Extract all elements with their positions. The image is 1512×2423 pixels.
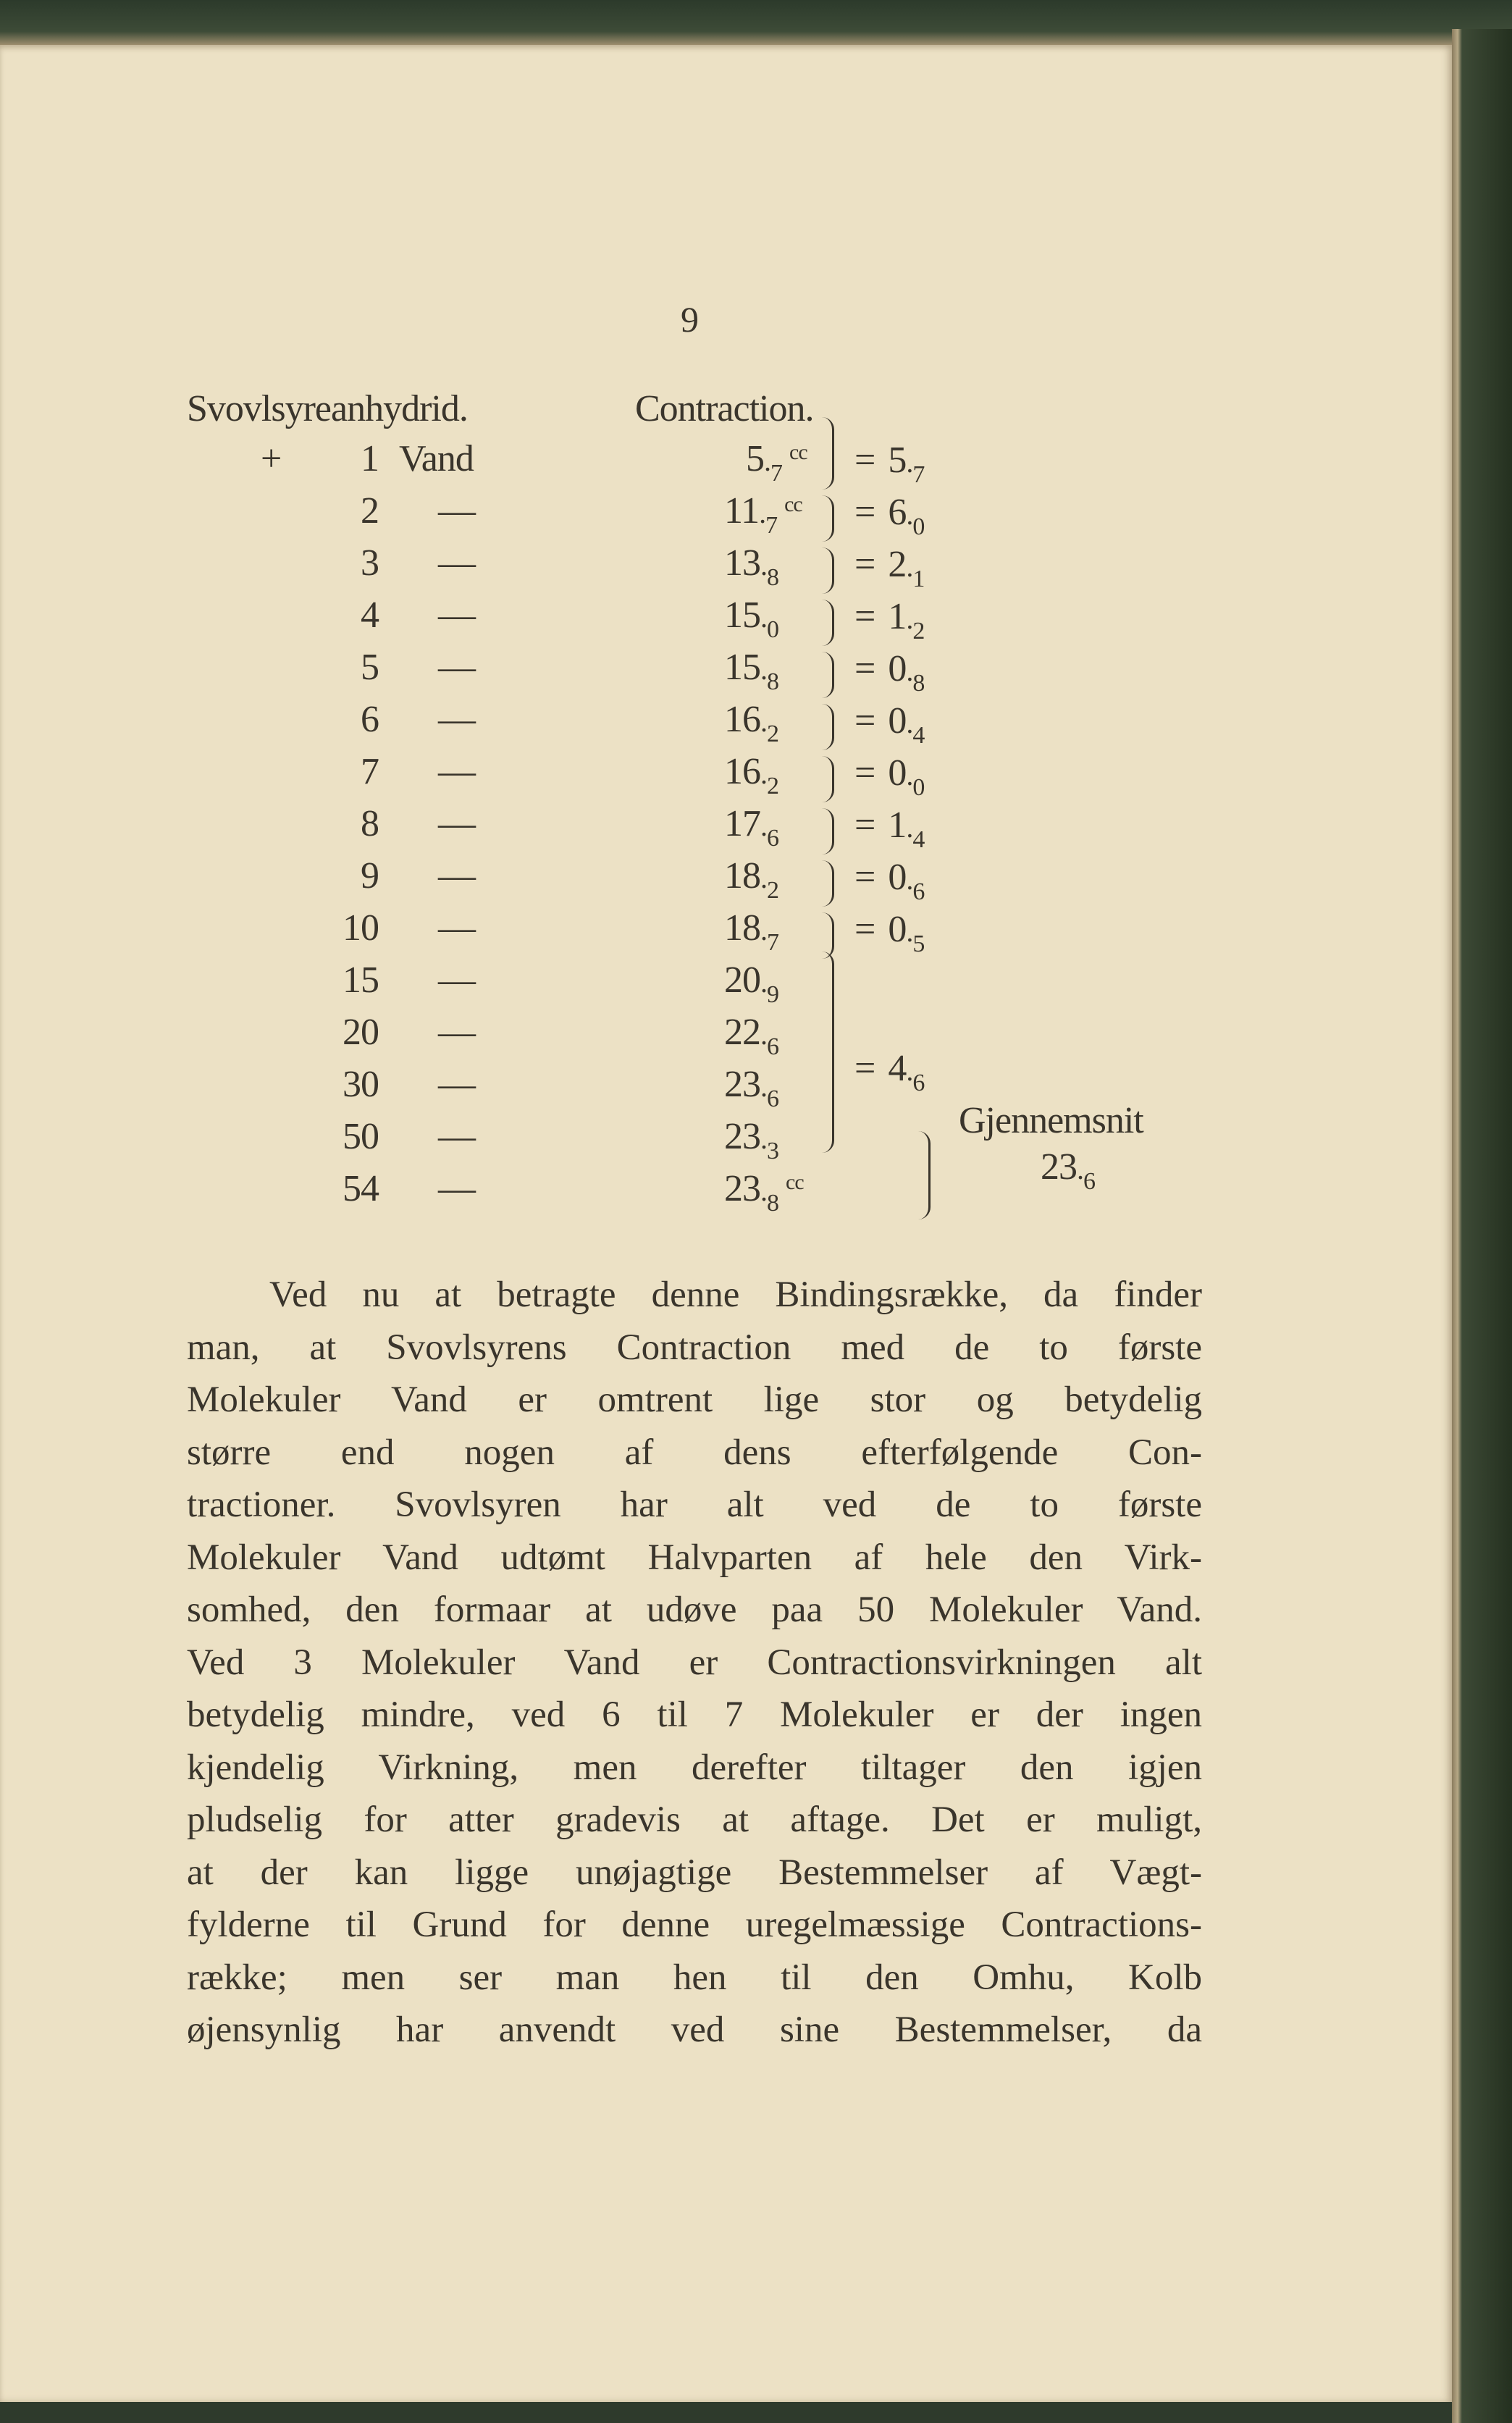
value-integer: 15 xyxy=(724,595,760,636)
ditto-mark: — xyxy=(438,803,475,844)
difference-value xyxy=(854,543,925,592)
decimal-point: . xyxy=(906,498,913,531)
row-count: 6 xyxy=(361,699,379,740)
equals-sign: = xyxy=(854,909,875,950)
ditto-mark: — xyxy=(438,490,475,532)
paragraph-line: Ved 3 Molekuler Vand er Contractionsvirkningen alt xyxy=(187,1642,1202,1683)
value-decimal: 2 xyxy=(912,618,925,644)
value-decimal: 2 xyxy=(767,721,778,747)
contraction-value xyxy=(724,1011,778,1060)
equals-sign: = xyxy=(854,700,875,742)
paragraph-line: Molekuler Vand udtømt Halvparten af hele den Virk- xyxy=(187,1537,1202,1578)
brace xyxy=(822,652,834,698)
value-decimal: 6 xyxy=(767,825,778,852)
contraction-value xyxy=(724,490,802,539)
ditto-mark: — xyxy=(438,1012,475,1053)
contraction-value xyxy=(724,1063,778,1112)
value-integer: 13 xyxy=(724,542,760,584)
value-integer: 0 xyxy=(888,909,907,950)
decimal-point: . xyxy=(1077,1153,1083,1185)
brace xyxy=(822,547,834,594)
contraction-value xyxy=(724,959,778,1008)
ditto-mark: — xyxy=(438,542,475,584)
book-cover-top xyxy=(0,0,1512,45)
value-integer: 0 xyxy=(888,857,907,898)
value-integer: 18 xyxy=(724,855,760,896)
equals-sign: = xyxy=(854,648,875,689)
contraction-value xyxy=(746,437,807,487)
value-integer: 16 xyxy=(724,699,760,740)
value-integer: 0 xyxy=(888,700,907,742)
value-integer: 20 xyxy=(724,959,760,1001)
value-decimal: 2 xyxy=(767,773,778,799)
paragraph-line: pludselig for atter gradevis at aftage. Det er muligt, xyxy=(187,1800,1202,1840)
decimal-point: . xyxy=(906,655,913,687)
contraction-value xyxy=(724,1167,804,1217)
paragraph-line: tractioner. Svovlsyren har alt ved de to første xyxy=(187,1485,1202,1525)
brace xyxy=(822,808,834,854)
decimal-point: . xyxy=(906,602,913,635)
unit-cc: cc xyxy=(786,1170,804,1194)
value-decimal: 2 xyxy=(767,877,778,904)
value-decimal: 8 xyxy=(912,670,925,697)
decimal-point: . xyxy=(906,863,913,896)
value-decimal: 7 xyxy=(765,512,778,539)
paragraph-line: at der kan ligge unøjagtige Bestemmelser af Vægt- xyxy=(187,1852,1202,1893)
value-integer: 18 xyxy=(724,907,760,949)
difference-value xyxy=(854,491,925,540)
paragraph-line: somhed, den formaar at udøve paa 50 Molekuler Vand. xyxy=(187,1590,1202,1630)
equals-sign: = xyxy=(854,1048,875,1090)
ditto-mark: — xyxy=(438,1168,475,1209)
value-decimal: 5 xyxy=(912,931,925,957)
average-value xyxy=(1041,1146,1095,1195)
decimal-point: . xyxy=(760,1122,767,1155)
decimal-point: . xyxy=(759,497,766,529)
page-number: 9 xyxy=(681,299,699,340)
equals-sign: = xyxy=(854,857,875,898)
decimal-point: . xyxy=(760,549,767,581)
equals-sign: = xyxy=(854,752,875,794)
value-integer: 22 xyxy=(724,1012,760,1053)
header-left: Svovlsyreanhydrid. xyxy=(187,388,468,429)
value-decimal: 6 xyxy=(1083,1168,1095,1195)
row-count: 54 xyxy=(343,1168,379,1209)
value-integer: 17 xyxy=(724,803,760,844)
paragraph-line: Ved nu at betragte denne Bindingsrække, da finder xyxy=(269,1275,1202,1315)
value-integer: 23 xyxy=(724,1168,760,1209)
brace xyxy=(822,704,834,750)
difference-value xyxy=(854,908,925,957)
value-decimal: 6 xyxy=(767,1033,778,1060)
value-decimal: 6 xyxy=(912,878,925,905)
ditto-mark: — xyxy=(438,1116,475,1157)
value-decimal: 7 xyxy=(767,929,778,956)
value-decimal: 7 xyxy=(912,461,925,488)
decimal-point: . xyxy=(906,1054,913,1088)
decimal-point: . xyxy=(906,707,913,739)
paragraph-line: fylderne til Grund for denne uregelmæssige Contractions- xyxy=(187,1905,1202,1945)
paragraph-line: række; men ser man hen til den Omhu, Kolb xyxy=(187,1957,1202,1998)
decimal-point: . xyxy=(760,1070,767,1103)
decimal-point: . xyxy=(906,915,913,948)
value-integer: 23 xyxy=(1041,1146,1077,1188)
decimal-point: . xyxy=(760,653,767,686)
ditto-mark: — xyxy=(438,855,475,896)
value-integer: 4 xyxy=(888,1048,907,1090)
value-decimal: 8 xyxy=(767,564,778,591)
difference-value xyxy=(854,647,925,697)
value-integer: 2 xyxy=(888,544,907,585)
row-count: 4 xyxy=(361,595,379,636)
group-difference-value xyxy=(854,1047,925,1097)
difference-value xyxy=(854,856,925,905)
group-brace xyxy=(822,952,834,1153)
value-decimal: 4 xyxy=(912,722,925,749)
contraction-value xyxy=(724,907,778,956)
decimal-point: . xyxy=(760,705,767,738)
decimal-point: . xyxy=(760,810,767,842)
value-integer: 5 xyxy=(746,438,764,479)
row-count: 1 xyxy=(361,438,379,479)
decimal-point: . xyxy=(760,601,767,634)
row-count: 8 xyxy=(361,803,379,844)
decimal-point: . xyxy=(764,445,770,477)
contraction-value xyxy=(724,646,778,695)
body-paragraph xyxy=(187,1269,1202,2057)
value-decimal: 6 xyxy=(767,1085,778,1112)
contraction-value xyxy=(724,1115,778,1164)
brace xyxy=(822,756,834,802)
brace xyxy=(822,417,834,490)
value-decimal: 8 xyxy=(767,1190,778,1217)
value-integer: 23 xyxy=(724,1064,760,1105)
value-integer: 1 xyxy=(888,805,907,846)
value-decimal: 0 xyxy=(912,513,925,540)
header-right: Contraction. xyxy=(635,388,814,429)
first-unit: Vand xyxy=(399,438,474,479)
contraction-value xyxy=(724,542,778,591)
decimal-point: . xyxy=(906,811,913,844)
row-count: 2 xyxy=(361,490,379,532)
equals-sign: = xyxy=(854,492,875,533)
value-integer: 0 xyxy=(888,752,907,794)
equals-sign: = xyxy=(854,544,875,585)
difference-value xyxy=(854,700,925,749)
value-integer: 1 xyxy=(888,596,907,637)
book-cover-edge xyxy=(1452,29,1512,2423)
decimal-point: . xyxy=(760,1018,767,1051)
decimal-point: . xyxy=(760,914,767,946)
contraction-value xyxy=(724,854,778,904)
ditto-mark: — xyxy=(438,959,475,1001)
ditto-mark: — xyxy=(438,751,475,792)
row-count: 7 xyxy=(361,751,379,792)
value-integer: 5 xyxy=(888,440,907,481)
ditto-mark: — xyxy=(438,907,475,949)
row-count: 9 xyxy=(361,855,379,896)
row-count: 50 xyxy=(343,1116,379,1157)
decimal-point: . xyxy=(760,1175,767,1207)
unit-cc: cc xyxy=(784,492,802,516)
value-decimal: 9 xyxy=(767,981,778,1008)
row-count: 10 xyxy=(343,907,379,949)
ditto-mark: — xyxy=(438,647,475,688)
ditto-mark: — xyxy=(438,699,475,740)
paragraph-line: man, at Svovlsyrens Contraction med de to første xyxy=(187,1327,1202,1368)
value-decimal: 8 xyxy=(767,668,778,695)
paragraph-line: Molekuler Vand er omtrent lige stor og betydelig xyxy=(187,1380,1202,1420)
average-label: Gjennemsnit xyxy=(959,1100,1143,1141)
value-decimal: 0 xyxy=(767,616,778,643)
decimal-point: . xyxy=(906,759,913,791)
equals-sign: = xyxy=(854,440,875,481)
paragraph-line: kjendelig Virkning, men derefter tiltager den igjen xyxy=(187,1747,1202,1788)
value-integer: 11 xyxy=(724,490,760,532)
decimal-point: . xyxy=(760,862,767,894)
row-count: 15 xyxy=(343,959,379,1001)
value-decimal: 4 xyxy=(912,826,925,853)
paragraph-line: større end nogen af dens efterfølgende Con- xyxy=(187,1432,1202,1473)
value-decimal: 6 xyxy=(912,1070,925,1097)
paragraph-line: øjensynlig har anvendt ved sine Bestemmelser, da xyxy=(187,2010,1202,2050)
ditto-mark: — xyxy=(438,1064,475,1105)
contraction-value xyxy=(724,802,778,852)
value-decimal: 0 xyxy=(912,774,925,801)
unit-cc: cc xyxy=(789,440,807,464)
paragraph-line: betydelig mindre, ved 6 til 7 Molekuler er der ingen xyxy=(187,1695,1202,1735)
value-integer: 6 xyxy=(888,492,907,533)
ditto-mark: — xyxy=(438,595,475,636)
difference-value xyxy=(854,752,925,801)
brace xyxy=(822,860,834,907)
difference-value xyxy=(854,595,925,644)
value-integer: 15 xyxy=(724,647,760,688)
value-decimal: 7 xyxy=(770,460,782,487)
row-count: 5 xyxy=(361,647,379,688)
difference-value xyxy=(854,804,925,853)
difference-value xyxy=(854,439,925,488)
equals-sign: = xyxy=(854,596,875,637)
contraction-value xyxy=(724,594,778,643)
decimal-point: . xyxy=(760,757,767,790)
decimal-point: . xyxy=(906,446,913,479)
value-integer: 23 xyxy=(724,1116,760,1157)
row-count: 20 xyxy=(343,1012,379,1053)
value-integer: 16 xyxy=(724,751,760,792)
decimal-point: . xyxy=(760,966,767,999)
row-count: 30 xyxy=(343,1064,379,1105)
equals-sign: = xyxy=(854,805,875,846)
brace xyxy=(822,495,834,542)
contraction-value xyxy=(724,698,778,747)
value-decimal: 1 xyxy=(912,566,925,592)
average-brace xyxy=(918,1131,931,1219)
value-integer: 0 xyxy=(888,648,907,689)
value-decimal: 3 xyxy=(767,1138,778,1164)
plus-sign: + xyxy=(261,438,282,479)
brace xyxy=(822,600,834,646)
decimal-point: . xyxy=(906,550,913,583)
row-count: 3 xyxy=(361,542,379,584)
contraction-value xyxy=(724,750,778,799)
